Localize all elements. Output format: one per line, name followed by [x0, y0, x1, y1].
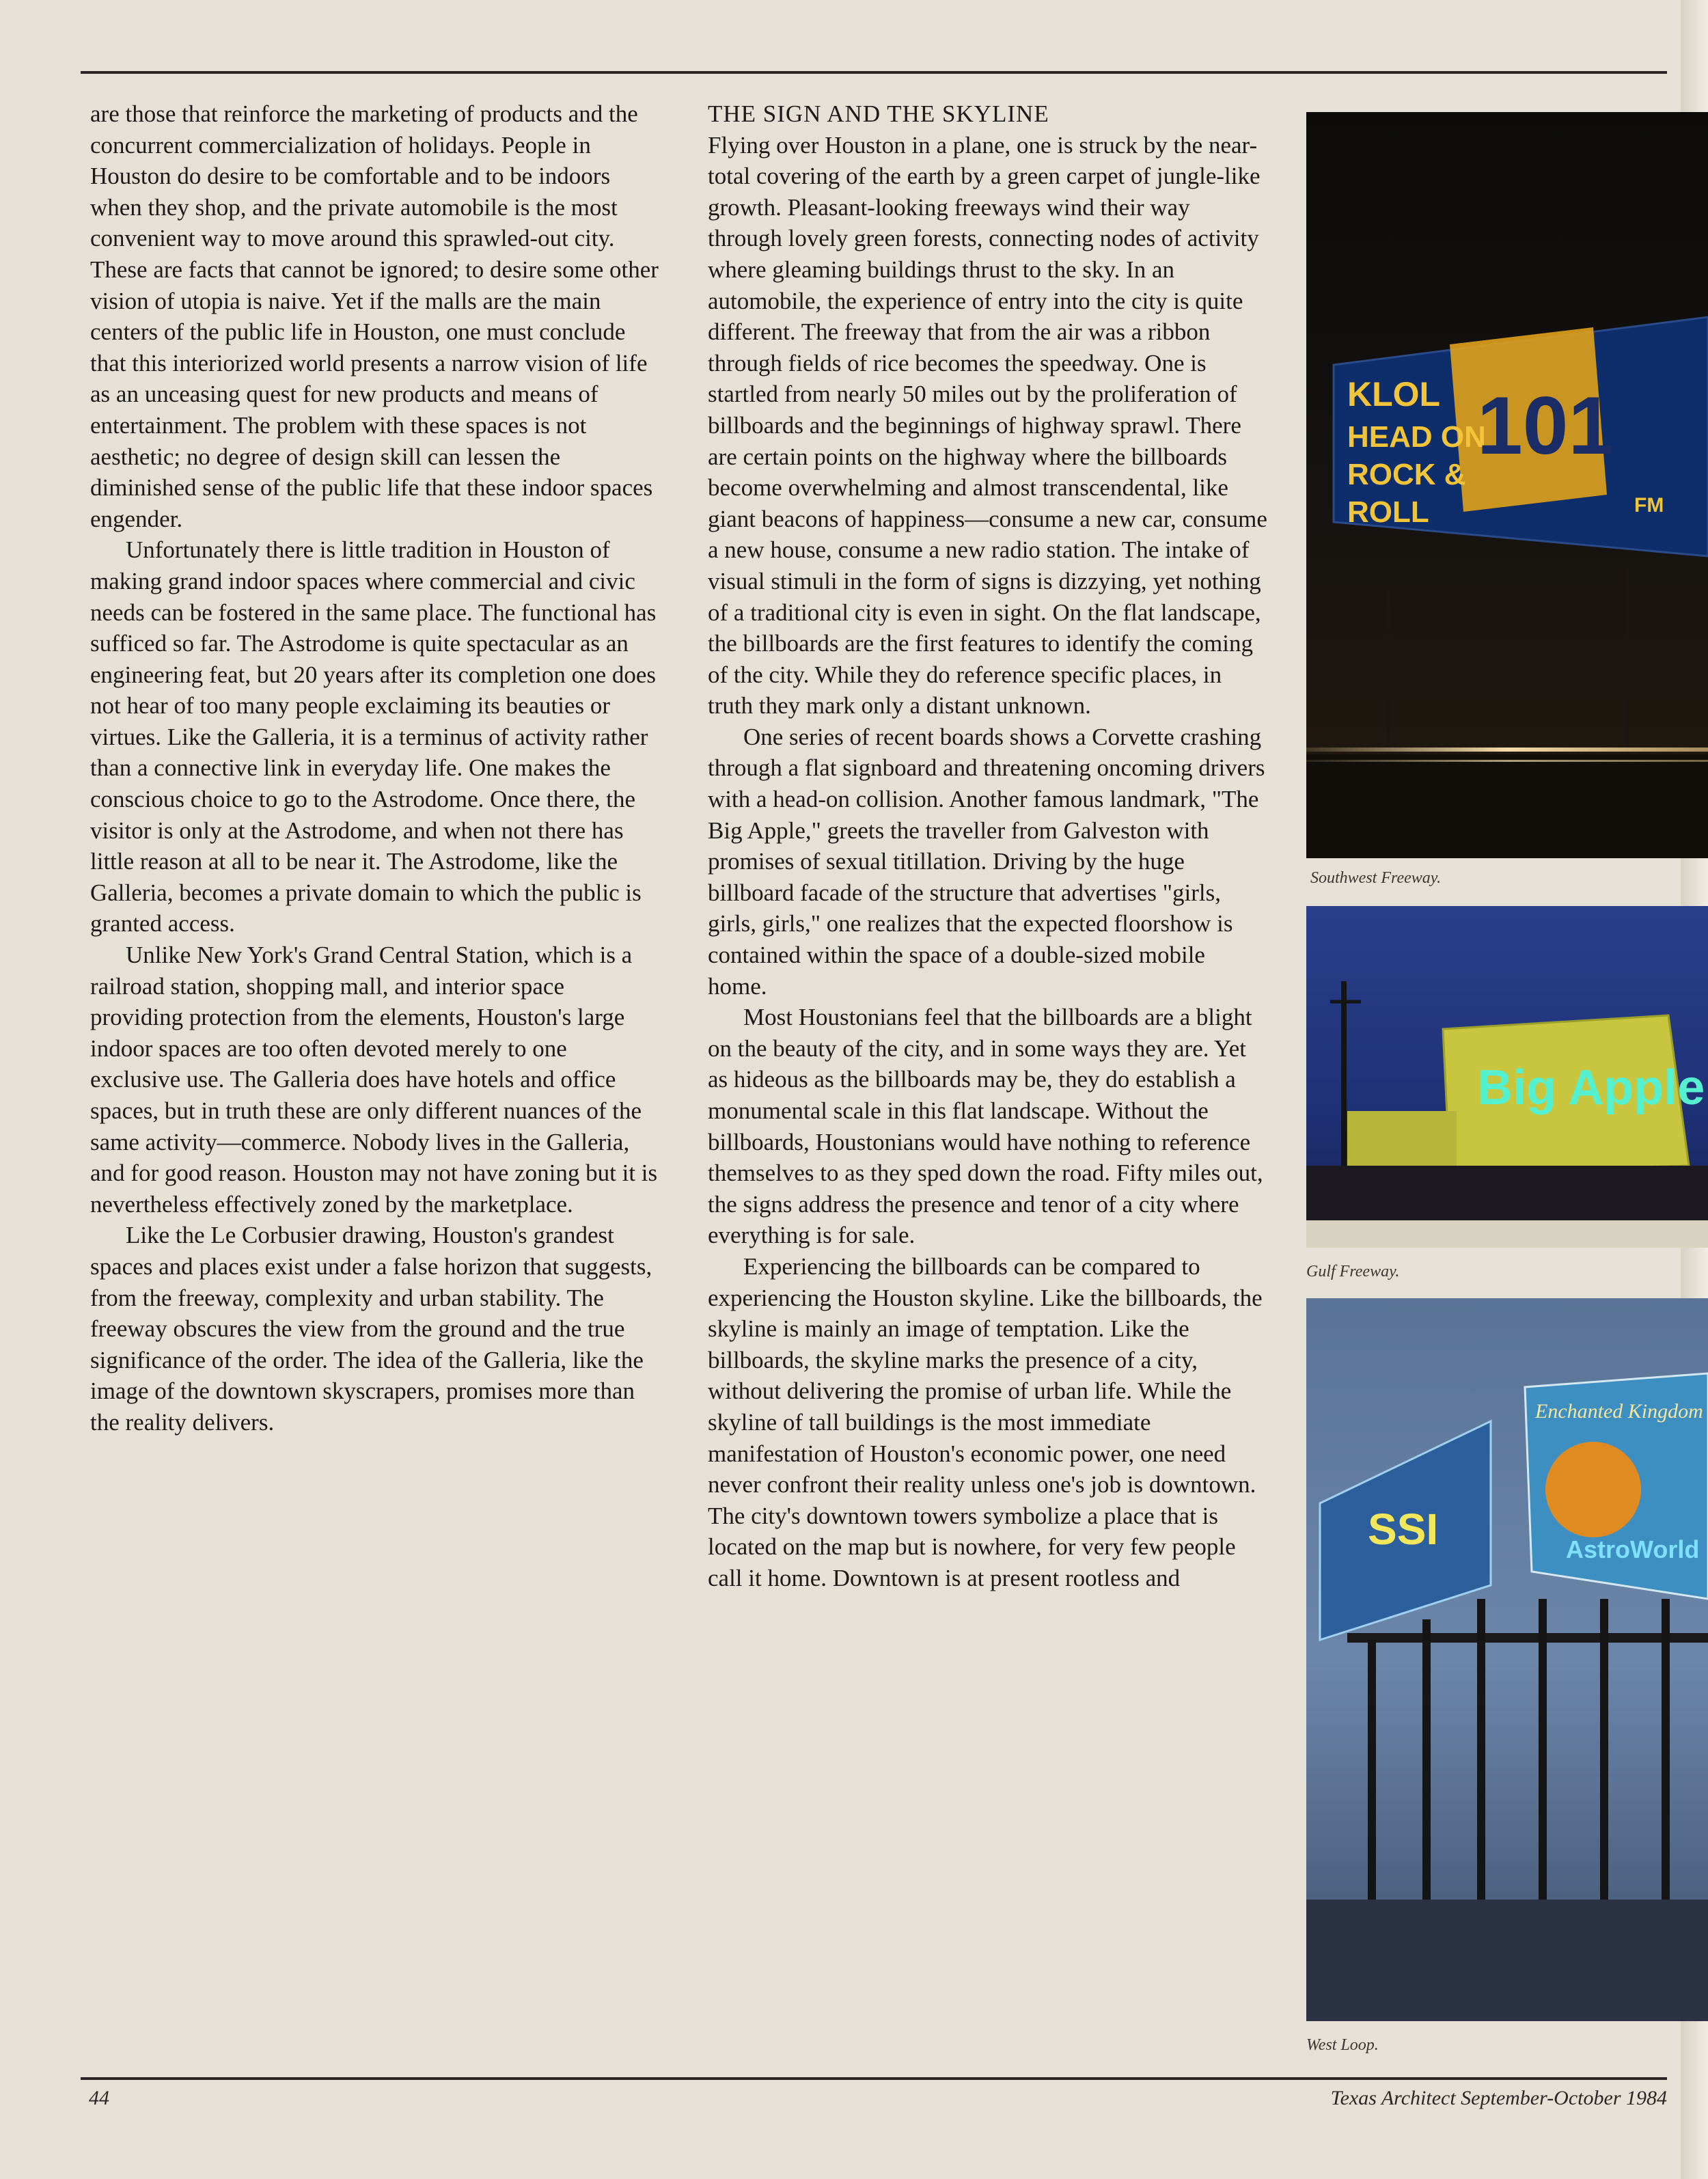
billboard-text: HEAD ON	[1347, 420, 1486, 454]
paragraph: Like the Le Corbusier drawing, Houston's grandest spaces and places exist under a false horizon that suggests, from the freeway, complexity and urban stability. The freeway obscures the view from the ground and the true significance of the order. The idea of the Galleria, like the image of the downtown skyscrapers, promises more than the reality delivers.	[90, 1222, 652, 1436]
top-rule	[81, 71, 1667, 74]
column-left	[90, 98, 661, 1438]
billboard-badge-suffix: FM	[1634, 494, 1664, 517]
billboard-text: ROCK &	[1347, 458, 1466, 491]
publication-line: Texas Architect September-October 1984	[1330, 2087, 1667, 2109]
billboard-text: AstroWorld	[1566, 1535, 1700, 1563]
paragraph: Flying over Houston in a plane, one is struck by the near-total covering of the earth by a green carpet of jungle-like growth. Pleasant-looking freeways wind their way through lovely green forests, connecting nodes of activity where gleaming buildings thrust to the sky. In an automobile, the experience of entry into the city is quite different. The freeway that from the air was a ribbon through fields of rice becomes the speedway. One is startled from nearly 50 miles out by the proliferation of billboards and the beginnings of highway sprawl. There are certain points on the highway where the billboards become overwhelming and almost transcendental, like giant beacons of happiness—consume a new car, consume a new house, consume a new radio station. The intake of visual stimuli in the form of signs is dizzying, yet nothing of a traditional city is even in sight. On the flat landscape, the billboards are the first features to identify the coming of the city. While they do reference specific places, in truth they mark only a distant unknown.	[708, 131, 1267, 720]
billboard-text: Enchanted Kingdom	[1535, 1400, 1703, 1423]
paragraph: One series of recent boards shows a Corvette crashing through a flat signboard and threatening oncoming drivers with a head-on collision. Another famous landmark, "The Big Apple," greets the traveller from Galveston with promises of sexual titillation. Driving by the huge billboard facade of the structure that advertises "girls, girls, girls," one realizes that the expected floorshow is contained within the space of a double-sized mobile home.	[708, 723, 1265, 1000]
billboard-badge: 101	[1477, 380, 1614, 471]
billboard-text: KLOL	[1347, 375, 1441, 413]
page-number: 44	[89, 2087, 109, 2109]
photo-west-loop	[1306, 1298, 1708, 2021]
paragraph: Most Houstonians feel that the billboards are a blight on the beauty of the city, and in some ways they are. Yet as hideous as the billboards may be, they do establish a monumental scale in this flat landscape. Without the billboards, Houstonians would have nothing to reference themselves to as they sped down the road. Fifty miles out, the signs address the presence and tenor of a city where everything is for sale.	[708, 1004, 1263, 1249]
billboard-text: Big Apple	[1477, 1060, 1705, 1115]
photo-caption: West Loop.	[1306, 2036, 1379, 2054]
billboard-text: ROLL	[1347, 495, 1429, 529]
photo-southwest-freeway	[1306, 112, 1708, 858]
paragraph: Unlike New York's Grand Central Station, which is a railroad station, shopping mall, and interior space providing protection from the elements, Houston's large indoor spaces are too often devoted merely to one exclusive use. The Galleria does have hotels and office spaces, but in truth these are only different nuances of the same activity—commerce. Nobody lives in the Galleria, and for good reason. Houston may not have zoning but it is nevertheless effectively zoned by the marketplace.	[90, 942, 658, 1218]
photo-gulf-freeway	[1306, 906, 1708, 1248]
billboard-text: SSI	[1368, 1505, 1439, 1554]
photo-caption: Gulf Freeway.	[1306, 1263, 1400, 1280]
paragraph: Experiencing the billboards can be compared to experiencing the Houston skyline. Like the billboards, the skyline is mainly an image of temptation. Like the billboards, the skyline marks the presence of a city, without delivering the promise of urban life. While the skyline of tall buildings is the most immediate manifestation of Houston's economic power, one need never confront their reality unless one's job is downtown. The city's downtown towers symbolize a place that is located on the map but is nowhere, for very few people call it home. Downtown is at present rootless and	[708, 1252, 1263, 1591]
paragraph: are those that reinforce the marketing of products and the concurrent commercialization of holidays. People in Houston do desire to be comfortable and to be indoors when they shop, and the private automobile is the most convenient way to move around this sprawled-out city. These are facts that cannot be ignored; to desire some other vision of utopia is naive. Yet if the malls are the main centers of the public life in Houston, one must conclude that this interiorized world presents a narrow vision of life as an unceasing quest for new products and means of entertainment. The problem with these spaces is not aesthetic; no degree of design skill can lessen the diminished sense of the public life that these indoor spaces engender.	[90, 100, 659, 532]
photo-caption: Southwest Freeway.	[1310, 869, 1442, 887]
column-middle	[708, 98, 1269, 1594]
bottom-rule	[81, 2077, 1667, 2080]
section-heading: THE SIGN AND THE SKYLINE	[708, 100, 1049, 127]
paragraph: Unfortunately there is little tradition in Houston of making grand indoor spaces where commercial and civic needs can be fostered in the same place. The functional has sufficed so far. The Astrodome is quite spectacular as an engineering feat, but 20 years after its completion one does not hear of too many people exclaiming its beauties or virtues. Like the Galleria, it is a terminus of activity rather than a connective link in everyday life. One makes the conscious choice to go to the Astrodome. Once there, the visitor is only at the Astrodome, and when not there has little reason at all to be near it. The Astrodome, like the Galleria, becomes a private domain to which the public is granted access.	[90, 536, 657, 937]
